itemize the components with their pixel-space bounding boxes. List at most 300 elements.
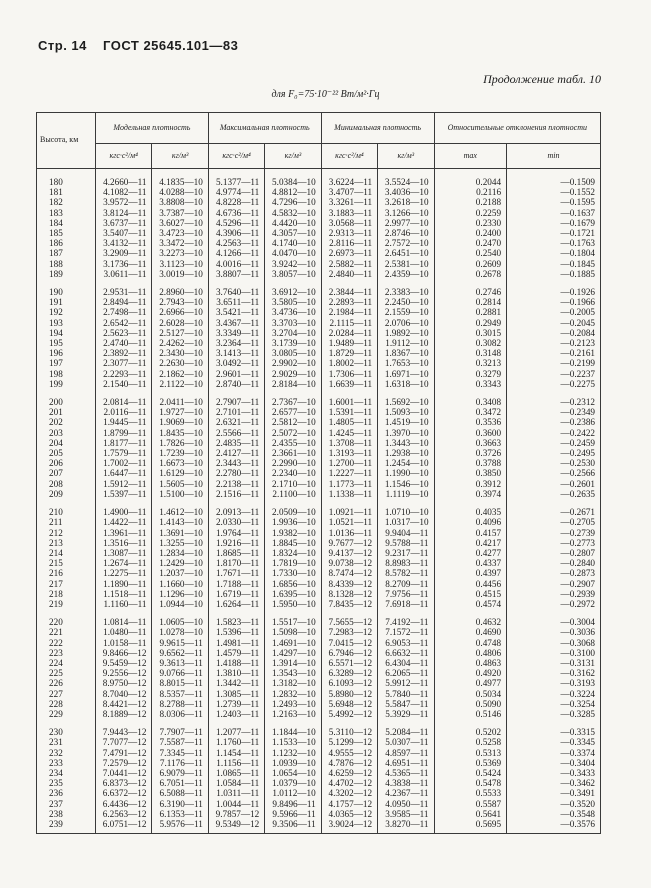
max-header: max bbox=[434, 144, 507, 169]
value-cell: 2.7498—11 bbox=[96, 307, 152, 317]
value-cell: 2.1559—10 bbox=[378, 307, 434, 317]
table-row bbox=[37, 297, 601, 307]
table-row bbox=[37, 599, 601, 609]
value-cell: 4.0470—10 bbox=[265, 248, 321, 258]
value-cell: 1.0584—11 bbox=[208, 778, 264, 788]
value-cell: 0.3912 bbox=[434, 479, 507, 489]
value-cell: 0.2540 bbox=[434, 248, 507, 258]
value-cell: 3.1883—11 bbox=[321, 208, 377, 218]
page-header bbox=[38, 38, 250, 53]
value-cell: 0.4690 bbox=[434, 627, 507, 637]
value-cell: 4.2563—11 bbox=[208, 238, 264, 248]
value-cell: 0.5146 bbox=[434, 709, 507, 719]
value-cell: 1.3691—10 bbox=[152, 528, 208, 538]
value-cell: 2.2990—10 bbox=[265, 458, 321, 468]
height-cell: 219 bbox=[37, 599, 96, 609]
height-cell: 186 bbox=[37, 238, 96, 248]
value-cell: —0.1926 bbox=[507, 279, 601, 297]
table-row bbox=[37, 197, 601, 207]
value-cell: 0.2188 bbox=[434, 197, 507, 207]
value-cell: 0.4748 bbox=[434, 638, 507, 648]
value-cell: 1.6447—11 bbox=[96, 468, 152, 478]
value-cell: 0.2746 bbox=[434, 279, 507, 297]
value-cell: 0.4096 bbox=[434, 517, 507, 527]
value-cell: 7.9756—11 bbox=[378, 589, 434, 599]
height-cell: 204 bbox=[37, 438, 96, 448]
value-cell: 6.4304—11 bbox=[378, 658, 434, 668]
height-cell: 233 bbox=[37, 758, 96, 768]
value-cell: 2.6451—10 bbox=[378, 248, 434, 258]
value-cell: 1.4691—10 bbox=[265, 638, 321, 648]
value-cell: 2.2893—11 bbox=[321, 297, 377, 307]
table-row bbox=[37, 417, 601, 427]
value-cell: 1.8845—10 bbox=[265, 538, 321, 548]
page-number: Стр. 14 bbox=[38, 38, 87, 53]
value-cell: —0.2237 bbox=[507, 369, 601, 379]
height-cell: 234 bbox=[37, 768, 96, 778]
value-cell: 0.3343 bbox=[434, 379, 507, 389]
value-cell: 1.9764—11 bbox=[208, 528, 264, 538]
value-cell: 9.9615—11 bbox=[152, 638, 208, 648]
table-row bbox=[37, 528, 601, 538]
value-cell: 2.6966—10 bbox=[152, 307, 208, 317]
value-cell: 1.7653—10 bbox=[378, 358, 434, 368]
value-cell: 1.2938—10 bbox=[378, 448, 434, 458]
value-cell: 2.2780—11 bbox=[208, 468, 264, 478]
value-cell: 7.3345—11 bbox=[152, 748, 208, 758]
value-cell: 2.9531—11 bbox=[96, 279, 152, 297]
value-cell: 0.5369 bbox=[434, 758, 507, 768]
value-cell: 1.6129—10 bbox=[152, 468, 208, 478]
value-cell: —0.2807 bbox=[507, 548, 601, 558]
value-cell: 1.0710—10 bbox=[378, 499, 434, 517]
value-cell: 3.3472—10 bbox=[152, 238, 208, 248]
value-cell: 1.1232—10 bbox=[265, 748, 321, 758]
height-cell: 215 bbox=[37, 558, 96, 568]
value-cell: 3.9572—11 bbox=[96, 197, 152, 207]
table-row bbox=[37, 819, 601, 834]
value-cell: 1.2037—10 bbox=[152, 568, 208, 578]
height-cell: 193 bbox=[37, 318, 96, 328]
value-cell: 2.9601—11 bbox=[208, 369, 264, 379]
height-cell: 203 bbox=[37, 428, 96, 438]
value-cell: 1.0379—10 bbox=[265, 778, 321, 788]
value-cell: 0.4217 bbox=[434, 538, 507, 548]
value-cell: 9.0738—12 bbox=[321, 558, 377, 568]
density-table bbox=[36, 112, 601, 834]
value-cell: 4.0365—12 bbox=[321, 809, 377, 819]
table-row bbox=[37, 568, 601, 578]
value-cell: 2.0330—11 bbox=[208, 517, 264, 527]
value-cell: —0.3131 bbox=[507, 658, 601, 668]
table-row bbox=[37, 248, 601, 258]
value-cell: 4.1082—11 bbox=[96, 187, 152, 197]
unit-header: кг/м³ bbox=[378, 144, 434, 169]
value-cell: 2.1862—10 bbox=[152, 369, 208, 379]
value-cell: 2.0284—11 bbox=[321, 328, 377, 338]
value-cell: 5.2084—11 bbox=[378, 719, 434, 737]
value-cell: 4.6736—11 bbox=[208, 208, 264, 218]
value-cell: 0.5258 bbox=[434, 737, 507, 747]
value-cell: 3.0019—10 bbox=[152, 269, 208, 279]
value-cell: 1.9069—10 bbox=[152, 417, 208, 427]
value-cell: 5.0384—10 bbox=[265, 169, 321, 188]
value-cell: 1.1160—11 bbox=[96, 599, 152, 609]
height-cell: 235 bbox=[37, 778, 96, 788]
model-density-header: Модельная плотность bbox=[96, 113, 209, 144]
value-cell: 1.5823—11 bbox=[208, 609, 264, 627]
value-cell: 7.0441—12 bbox=[96, 768, 152, 778]
value-cell: 0.5202 bbox=[434, 719, 507, 737]
value-cell: 1.3087—11 bbox=[96, 548, 152, 558]
value-cell: 1.5605—10 bbox=[152, 479, 208, 489]
value-cell: 8.1328—12 bbox=[321, 589, 377, 599]
value-cell: 3.1736—11 bbox=[96, 259, 152, 269]
value-cell: 2.4359—10 bbox=[378, 269, 434, 279]
value-cell: —0.2739 bbox=[507, 528, 601, 538]
height-cell: 194 bbox=[37, 328, 96, 338]
value-cell: 3.5805—10 bbox=[265, 297, 321, 307]
value-cell: 5.9576—11 bbox=[152, 819, 208, 834]
height-cell: 189 bbox=[37, 269, 96, 279]
value-cell: 2.9029—10 bbox=[265, 369, 321, 379]
table-row bbox=[37, 648, 601, 658]
value-cell: 7.7907—11 bbox=[152, 719, 208, 737]
value-cell: 4.0950—11 bbox=[378, 799, 434, 809]
value-cell: —0.2005 bbox=[507, 307, 601, 317]
value-cell: 1.5098—10 bbox=[265, 627, 321, 637]
value-cell: 3.3703—10 bbox=[265, 318, 321, 328]
value-cell: 2.5623—11 bbox=[96, 328, 152, 338]
value-cell: 1.0865—11 bbox=[208, 768, 264, 778]
value-cell: 7.5587—11 bbox=[152, 737, 208, 747]
value-cell: 1.6264—11 bbox=[208, 599, 264, 609]
value-cell: —0.2773 bbox=[507, 538, 601, 548]
value-cell: 2.5127—10 bbox=[152, 328, 208, 338]
value-cell: 1.0044—11 bbox=[208, 799, 264, 809]
height-cell: 238 bbox=[37, 809, 96, 819]
value-cell: 1.4805—11 bbox=[321, 417, 377, 427]
table-row bbox=[37, 658, 601, 668]
value-cell: 5.0307—11 bbox=[378, 737, 434, 747]
value-cell: 3.4736—10 bbox=[265, 307, 321, 317]
value-cell: 2.1100—10 bbox=[265, 489, 321, 499]
value-cell: 1.0605—10 bbox=[152, 609, 208, 627]
height-cell: 190 bbox=[37, 279, 96, 297]
height-cell: 225 bbox=[37, 668, 96, 678]
value-cell: 6.4436—12 bbox=[96, 799, 152, 809]
value-cell: 1.2834—10 bbox=[152, 548, 208, 558]
value-cell: 1.1533—10 bbox=[265, 737, 321, 747]
value-cell: 2.4840—11 bbox=[321, 269, 377, 279]
value-cell: 3.2909—11 bbox=[96, 248, 152, 258]
value-cell: 4.2660—11 bbox=[96, 169, 152, 188]
table-row bbox=[37, 169, 601, 188]
value-cell: —0.2199 bbox=[507, 358, 601, 368]
value-cell: 1.3255—10 bbox=[152, 538, 208, 548]
value-cell: 1.3443—10 bbox=[378, 438, 434, 448]
value-cell: 7.9443—12 bbox=[96, 719, 152, 737]
value-cell: 1.7330—10 bbox=[265, 568, 321, 578]
value-cell: 1.3810—11 bbox=[208, 668, 264, 678]
height-cell: 195 bbox=[37, 338, 96, 348]
table-row bbox=[37, 407, 601, 417]
value-cell: 1.6971—10 bbox=[378, 369, 434, 379]
value-cell: —0.3548 bbox=[507, 809, 601, 819]
value-cell: —0.2422 bbox=[507, 428, 601, 438]
table-row bbox=[37, 448, 601, 458]
value-cell: 3.2364—11 bbox=[208, 338, 264, 348]
value-cell: 0.3974 bbox=[434, 489, 507, 499]
value-cell: 6.0751—12 bbox=[96, 819, 152, 834]
value-cell: 1.7239—10 bbox=[152, 448, 208, 458]
height-cell: 221 bbox=[37, 627, 96, 637]
unit-header: кгс·с²/м⁴ bbox=[321, 144, 377, 169]
value-cell: —0.3004 bbox=[507, 609, 601, 627]
value-cell: 8.2788—11 bbox=[152, 699, 208, 709]
value-cell: 1.9445—11 bbox=[96, 417, 152, 427]
value-cell: —0.1637 bbox=[507, 208, 601, 218]
value-cell: 0.4863 bbox=[434, 658, 507, 668]
value-cell: 1.6639—11 bbox=[321, 379, 377, 389]
value-cell: 1.1296—10 bbox=[152, 589, 208, 599]
value-cell: 9.4137—12 bbox=[321, 548, 377, 558]
value-cell: 0.5695 bbox=[434, 819, 507, 834]
value-cell: 1.0939—10 bbox=[265, 758, 321, 768]
value-cell: 2.8494—11 bbox=[96, 297, 152, 307]
height-cell: 210 bbox=[37, 499, 96, 517]
value-cell: 8.7040—12 bbox=[96, 689, 152, 699]
value-cell: 2.3844—11 bbox=[321, 279, 377, 297]
value-cell: 0.2116 bbox=[434, 187, 507, 197]
table-row bbox=[37, 208, 601, 218]
table-row bbox=[37, 589, 601, 599]
value-cell: —0.3068 bbox=[507, 638, 601, 648]
value-cell: 0.3082 bbox=[434, 338, 507, 348]
table-row bbox=[37, 369, 601, 379]
value-cell: 5.8980—12 bbox=[321, 689, 377, 699]
value-cell: 5.9912—11 bbox=[378, 678, 434, 688]
value-cell: 1.5912—11 bbox=[96, 479, 152, 489]
value-cell: 1.3442—11 bbox=[208, 678, 264, 688]
value-cell: 2.3383—10 bbox=[378, 279, 434, 297]
value-cell: —0.3433 bbox=[507, 768, 601, 778]
value-cell: 9.5349—12 bbox=[208, 819, 264, 834]
value-cell: 9.8496—11 bbox=[265, 799, 321, 809]
value-cell: 1.0654—10 bbox=[265, 768, 321, 778]
value-cell: 4.7296—10 bbox=[265, 197, 321, 207]
value-cell: 0.3148 bbox=[434, 348, 507, 358]
table-row bbox=[37, 269, 601, 279]
value-cell: 6.3289—12 bbox=[321, 668, 377, 678]
value-cell: 3.6511—11 bbox=[208, 297, 264, 307]
value-cell: 1.0158—11 bbox=[96, 638, 152, 648]
value-cell: 2.1122—10 bbox=[152, 379, 208, 389]
value-cell: —0.2566 bbox=[507, 468, 601, 478]
value-cell: 0.5090 bbox=[434, 699, 507, 709]
value-cell: 1.2275—11 bbox=[96, 568, 152, 578]
value-cell: 9.6562—11 bbox=[152, 648, 208, 658]
value-cell: 0.3600 bbox=[434, 428, 507, 438]
value-cell: 2.2340—10 bbox=[265, 468, 321, 478]
value-cell: 4.3906—11 bbox=[208, 228, 264, 238]
value-cell: 1.7002—11 bbox=[96, 458, 152, 468]
value-cell: —0.2705 bbox=[507, 517, 601, 527]
value-cell: 9.2556—12 bbox=[96, 668, 152, 678]
value-cell: 2.0116—11 bbox=[96, 407, 152, 417]
value-cell: —0.1595 bbox=[507, 197, 601, 207]
value-cell: 0.2814 bbox=[434, 297, 507, 307]
table-row bbox=[37, 678, 601, 688]
height-cell: 230 bbox=[37, 719, 96, 737]
value-cell: 6.6632—11 bbox=[378, 648, 434, 658]
height-cell: 216 bbox=[37, 568, 96, 578]
value-cell: 1.1890—11 bbox=[96, 579, 152, 589]
value-cell: 0.5533 bbox=[434, 788, 507, 798]
value-cell: —0.1721 bbox=[507, 228, 601, 238]
value-cell: —0.3576 bbox=[507, 819, 601, 834]
height-cell: 217 bbox=[37, 579, 96, 589]
value-cell: 7.5655—12 bbox=[321, 609, 377, 627]
value-cell: 1.0278—10 bbox=[152, 627, 208, 637]
value-cell: 3.7387—10 bbox=[152, 208, 208, 218]
value-cell: —0.2601 bbox=[507, 479, 601, 489]
value-cell: 1.6719—11 bbox=[208, 589, 264, 599]
height-cell: 200 bbox=[37, 389, 96, 407]
value-cell: 4.4420—10 bbox=[265, 218, 321, 228]
value-cell: 1.1546—10 bbox=[378, 479, 434, 489]
value-cell: 1.5396—11 bbox=[208, 627, 264, 637]
value-cell: 1.2739—11 bbox=[208, 699, 264, 709]
value-cell: 1.4519—10 bbox=[378, 417, 434, 427]
table-row bbox=[37, 719, 601, 737]
value-cell: 1.3914—10 bbox=[265, 658, 321, 668]
value-cell: 0.4977 bbox=[434, 678, 507, 688]
value-cell: —0.2123 bbox=[507, 338, 601, 348]
unit-header: кгс·с²/м⁴ bbox=[96, 144, 152, 169]
table-row bbox=[37, 809, 601, 819]
value-cell: 0.2678 bbox=[434, 269, 507, 279]
height-cell: 207 bbox=[37, 468, 96, 478]
standard-code: ГОСТ 25645.101—83 bbox=[103, 38, 239, 53]
value-cell: 1.9892—10 bbox=[378, 328, 434, 338]
value-cell: 2.5812—10 bbox=[265, 417, 321, 427]
value-cell: 6.2563—12 bbox=[96, 809, 152, 819]
value-cell: 2.4355—10 bbox=[265, 438, 321, 448]
value-cell: 5.3929—11 bbox=[378, 709, 434, 719]
value-cell: 9.5788—11 bbox=[378, 538, 434, 548]
value-cell: 1.4612—10 bbox=[152, 499, 208, 517]
table-row bbox=[37, 548, 601, 558]
unit-header: кгс·с²/м⁴ bbox=[208, 144, 264, 169]
max-density-header: Максимальная плотность bbox=[208, 113, 321, 144]
value-cell: 2.0706—10 bbox=[378, 318, 434, 328]
height-cell: 214 bbox=[37, 548, 96, 558]
height-cell: 192 bbox=[37, 307, 96, 317]
height-cell: 222 bbox=[37, 638, 96, 648]
value-cell: 0.3663 bbox=[434, 438, 507, 448]
value-cell: 2.4127—11 bbox=[208, 448, 264, 458]
value-cell: 4.0288—10 bbox=[152, 187, 208, 197]
value-cell: 3.4367—11 bbox=[208, 318, 264, 328]
value-cell: 6.7051—11 bbox=[152, 778, 208, 788]
value-cell: 2.0913—11 bbox=[208, 499, 264, 517]
value-cell: 0.4157 bbox=[434, 528, 507, 538]
value-cell: 3.6737—11 bbox=[96, 218, 152, 228]
value-cell: 0.3850 bbox=[434, 468, 507, 478]
value-cell: 1.7826—10 bbox=[152, 438, 208, 448]
value-cell: 4.5365—11 bbox=[378, 768, 434, 778]
value-cell: 6.1353—11 bbox=[152, 809, 208, 819]
value-cell: 2.8740—11 bbox=[208, 379, 264, 389]
height-cell: 197 bbox=[37, 358, 96, 368]
value-cell: 6.6372—12 bbox=[96, 788, 152, 798]
value-cell: 2.1710—10 bbox=[265, 479, 321, 489]
value-cell: 1.3708—11 bbox=[321, 438, 377, 448]
table-row bbox=[37, 748, 601, 758]
value-cell: 0.4806 bbox=[434, 648, 507, 658]
table-row bbox=[37, 788, 601, 798]
value-cell: 1.4188—11 bbox=[208, 658, 264, 668]
table-row bbox=[37, 218, 601, 228]
value-cell: 1.6001—11 bbox=[321, 389, 377, 407]
height-cell: 188 bbox=[37, 259, 96, 269]
value-cell: 8.5782—11 bbox=[378, 568, 434, 578]
value-cell: 1.4143—10 bbox=[152, 517, 208, 527]
value-cell: 2.5566—11 bbox=[208, 428, 264, 438]
value-cell: 2.3077—11 bbox=[96, 358, 152, 368]
height-cell: 224 bbox=[37, 658, 96, 668]
value-cell: 8.4339—12 bbox=[321, 579, 377, 589]
unit-header: кг/м³ bbox=[152, 144, 208, 169]
value-cell: —0.2635 bbox=[507, 489, 601, 499]
value-cell: 8.4421—12 bbox=[96, 699, 152, 709]
value-cell: 9.5459—12 bbox=[96, 658, 152, 668]
value-cell: 1.0480—11 bbox=[96, 627, 152, 637]
value-cell: —0.1679 bbox=[507, 218, 601, 228]
value-cell: 3.8807—11 bbox=[208, 269, 264, 279]
value-cell: 4.6951—11 bbox=[378, 758, 434, 768]
value-cell: 1.1156—11 bbox=[208, 758, 264, 768]
value-cell: 1.5391—11 bbox=[321, 407, 377, 417]
value-cell: 9.7677—12 bbox=[321, 538, 377, 548]
value-cell: 6.1093—12 bbox=[321, 678, 377, 688]
value-cell: 4.8228—11 bbox=[208, 197, 264, 207]
table-row bbox=[37, 668, 601, 678]
value-cell: 7.1176—11 bbox=[152, 758, 208, 768]
value-cell: —0.1966 bbox=[507, 297, 601, 307]
height-cell: 206 bbox=[37, 458, 96, 468]
value-cell: 4.5832—10 bbox=[265, 208, 321, 218]
value-cell: 2.3430—10 bbox=[152, 348, 208, 358]
value-cell: 3.5407—11 bbox=[96, 228, 152, 238]
value-cell: 6.7946—12 bbox=[321, 648, 377, 658]
value-cell: 3.1123—10 bbox=[152, 259, 208, 269]
value-cell: 0.5478 bbox=[434, 778, 507, 788]
value-cell: 1.2832—10 bbox=[265, 689, 321, 699]
value-cell: —0.1509 bbox=[507, 169, 601, 188]
table-row bbox=[37, 558, 601, 568]
value-cell: 8.1889—12 bbox=[96, 709, 152, 719]
value-cell: 1.0521—11 bbox=[321, 517, 377, 527]
value-cell: 0.2470 bbox=[434, 238, 507, 248]
height-cell: 223 bbox=[37, 648, 96, 658]
value-cell: —0.2939 bbox=[507, 589, 601, 599]
value-cell: 7.2983—12 bbox=[321, 627, 377, 637]
table-row bbox=[37, 187, 601, 197]
value-cell: 1.4579—11 bbox=[208, 648, 264, 658]
value-cell: 5.6948—12 bbox=[321, 699, 377, 709]
